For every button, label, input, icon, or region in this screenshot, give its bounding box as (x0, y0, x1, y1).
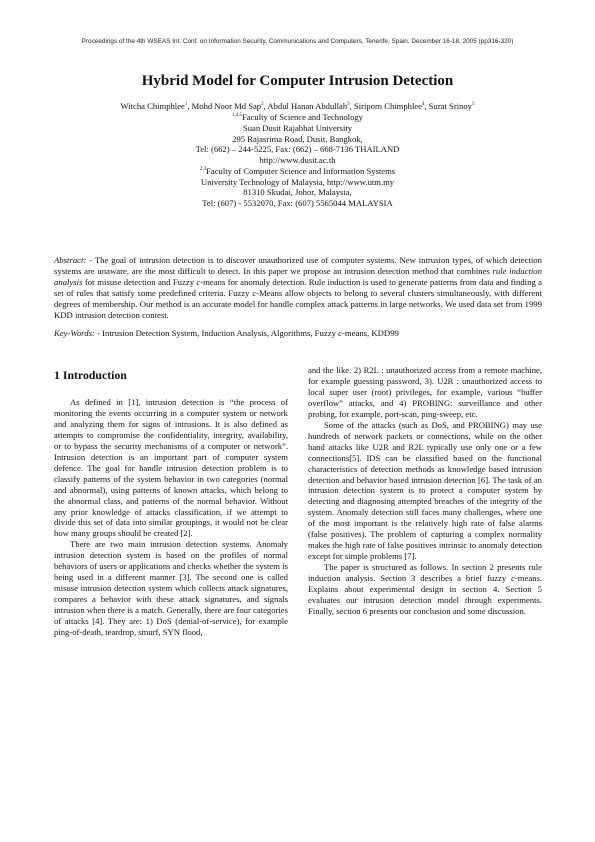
author-name: Witcha Chimphlee (120, 100, 185, 111)
author-block (0, 100, 595, 209)
paper-title: Hybrid Model for Computer Intrusion Detection (141, 73, 454, 89)
author-name: Abdul Hanan Abdullah (267, 100, 348, 111)
abstract: Abstract: - The goal of intrusion detection is to discover unauthorized use of computer systems. New intrusion types, of which detection systems are unaware, are the most difficult to detect. In this paper we propose an intrusion detection method that combines rule induction analysis for misuse detection and Fuzzy c-means for anomaly detection. Rule induction is used to generate patterns from data and finding a set of rules that satisfy some predefined criteria. Fuzzy c-Means allow objects to belong to several clusters simultaneously, with different degrees of membership. Our method is an accurate model for handle complex attack patterns in large networks. We used data set from 1999 KDD intrusion detection contest. (54, 255, 542, 321)
affiliation-2-line: 81310 Skudai, Johor, Malaysia, (243, 187, 352, 198)
author-sup: 1 (184, 102, 188, 107)
keywords: Key-Words: - Intrusion Detection System, Induction Analysis, Algorithms, Fuzzy c-means, KDD99 (54, 328, 399, 338)
affiliation-1-line: Tel: (662) – 244-5225, Fax: (662) – 668-7136 THAILAND (195, 144, 400, 155)
body-paragraph: As defined in [1], intrusion detection is “the process of monitoring the events occurring in a computer system or network and analyzing them for signs of intrusions. It is also defined as attempts to compromise the confidentiality, integrity, availability, or to bypass the security mechanisms of a computer or network”. Intrusion detection is an important part of computer system defence. The goal for handle intrusion detection problem is to classify patterns of the system behavior in two categories (normal and abnormal), using patterns of known attacks, which belong to the abnormal class, and patterns of the normal behavior. Without any prior knowledge of attacks classification, if we attempt to divide this set of data into similar groupings, it would not be clear how many groups should be created [2]. (54, 397, 288, 539)
author-list: Witcha Chimphlee$^1$, Mohd Noor Md Sap$^2$, Abdul Hanan Abdullah$^3$, Siriporn Chimphlee$^4$, Surat Srinoy$^5$ (120, 100, 475, 111)
body-paragraph: The paper is structured as follows. In section 2 presents rule induction analysis. Section 3 describes a brief fuzzy c-means. Explains about experimental design in section 4. Section 5 evaluates our intrusion detection model through experiments. Finally, section 6 presents our conclusion and some discussion. (308, 562, 542, 616)
right-column (308, 365, 542, 617)
author-sup: 2 (261, 102, 264, 107)
affiliation-2-line: Tel: (607) - 5532070, Fax: (607) 5565044 MALAYSIA (202, 197, 393, 208)
author-name: Mohd Noor Md Sap (191, 100, 262, 111)
affiliation-2 (0, 165, 595, 208)
affiliation-1 (0, 111, 595, 165)
keywords-label: Key-Words: (54, 328, 95, 338)
author-name: Siriporn Chimphlee (353, 100, 422, 111)
author-name: Surat Srinoy (428, 100, 472, 111)
author-sup: 3 (347, 102, 350, 107)
author-sup: 4 (421, 102, 425, 107)
affiliation-2-line: University Technology of Malaysia, http://www.utm.my (200, 176, 395, 187)
affiliation-1-sup: 1,4,5 (232, 113, 243, 119)
affiliation-1-name: $^{1,4,5}$Faculty of Science and Technology (232, 112, 363, 123)
affiliation-1-line: Suan Dusit Rajabhat University (242, 122, 353, 133)
affiliation-1-line: 295 Rajasrima Road, Dusit, Bangkok, (232, 133, 363, 144)
body-paragraph: Some of the attacks (such as DoS, and PROBING) may use hundreds of network packets or connections, while on the other hand attacks like U2R and R2L typically use only one or a few connections[5]. IDS can be classified based on the functional characteristics of detection methods as knowledge based intrusion detection and behavior based intrusion detection [6]. The task of an intrusion detection system is to protect a computer system by detecting and diagnosing attempted breaches of the integrity of the system. Anomaly detection still faces many challenges, where one of the most important is the relatively high rate of false alarms (false positives). The problem of capturing a complex normality makes the high rate of false positives intrinsic to anomaly detection except for simple problems [7]. (308, 419, 542, 562)
section-heading-introduction: 1 Introduction (54, 368, 127, 382)
abstract-label: Abstract: (54, 255, 87, 265)
left-column (54, 397, 288, 638)
body-paragraph: There are two main intrusion detection systems. Anomaly intrusion detection system is based on the profiles of normal behaviors of users or applications and checks whether the system is being used in a different manner [3]. The second one is called misuse intrusion detection system which collects attack signatures, compares a behavior with these attack signatures, and signals intrusion when there is a match. Generally, there are four categories of attacks [4]. They are: 1) DoS (denial-of-service), for example ping-of-death, teardrop, smurf, SYN flood, (54, 539, 288, 638)
affiliation-1-url: http://www.dusit.ac.th (259, 154, 336, 165)
affiliation-2-name: $^{2,3}$Faculty of Computer Science and Information Systems (199, 166, 396, 177)
running-head: Proceedings of the 4th WSEAS Int. Conf. on Information Security, Communications and Computers, Tenerife, Spain, December 16-18, 2005 (pp316-320) (81, 38, 514, 45)
affiliation-2-sup: 2,3 (199, 167, 207, 173)
body-paragraph: and the like. 2) R2L : unauthorized access from a remote machine, for example guessing password, 3). U2R : unauthorized access to local super user (root) privileges, for example, various “buffer overflow” attacks, and 4) PROBING: surveillance and other probing, for example, port-scan, ping-sweep, etc. (308, 365, 542, 419)
author-sup: 5 (471, 102, 475, 107)
